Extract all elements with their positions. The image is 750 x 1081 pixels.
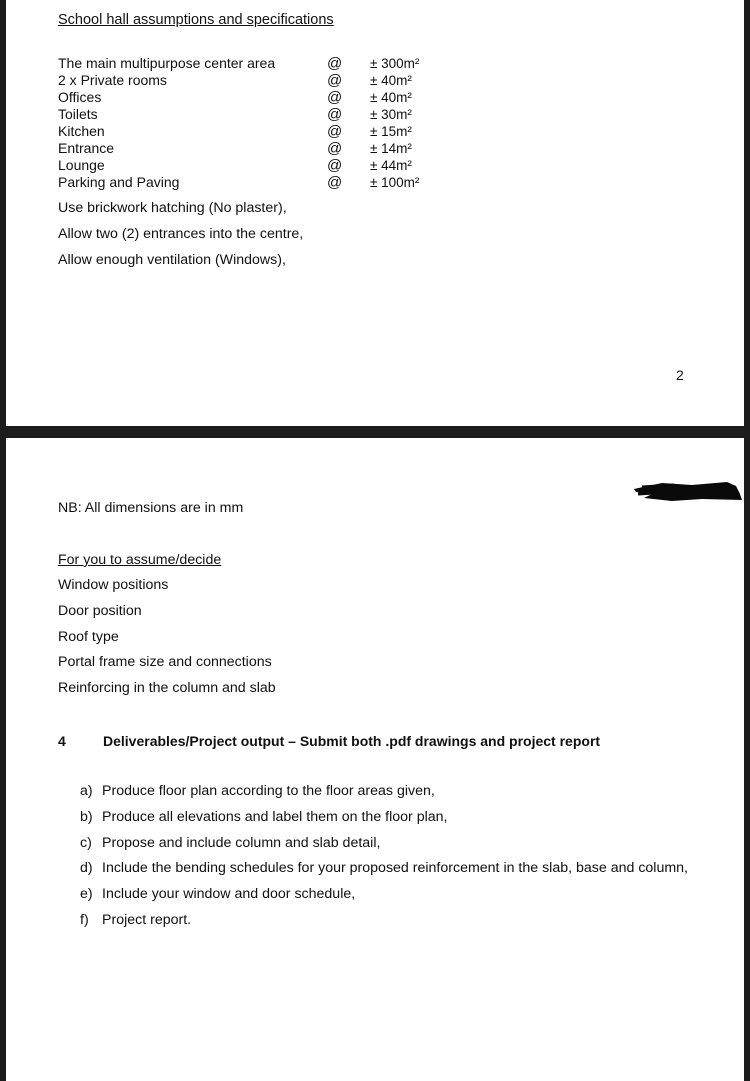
deliverable-item <box>80 886 355 902</box>
note-entrances: Allow two (2) entrances into the centre, <box>58 226 304 242</box>
deliverable-text: Propose and include column and slab detail, <box>102 835 381 851</box>
spec-area: ± 14m² <box>370 141 412 156</box>
deliverable-item <box>80 809 447 825</box>
spec-label: 2 x Private rooms <box>58 72 167 88</box>
spec-label: Parking and Paving <box>58 174 180 190</box>
spec-area: ± 40m² <box>370 73 412 88</box>
note-brickwork: Use brickwork hatching (No plaster), <box>58 200 287 216</box>
document-page-2 <box>6 438 744 1081</box>
spec-at-symbol: @ <box>327 123 343 140</box>
page-number: 2 <box>676 367 684 383</box>
spec-at-symbol: @ <box>327 140 343 157</box>
deliverable-text: Include your window and door schedule, <box>102 886 356 902</box>
spec-label: Offices <box>58 89 102 105</box>
assume-item: Reinforcing in the column and slab <box>58 680 276 696</box>
deliverable-letter: d) <box>80 860 93 876</box>
spec-area: ± 30m² <box>370 107 412 122</box>
deliverable-letter: e) <box>80 886 93 902</box>
spec-label: Kitchen <box>58 123 105 139</box>
deliverable-letter: c) <box>80 835 92 851</box>
deliverable-letter: a) <box>80 783 93 799</box>
spec-at-symbol: @ <box>327 157 343 174</box>
deliverable-item <box>80 860 688 876</box>
assume-item: Door position <box>58 603 142 619</box>
deliverable-item <box>80 783 435 799</box>
spec-area: ± 300m² <box>370 56 420 71</box>
assume-item: Window positions <box>58 577 169 593</box>
dimensions-note: NB: All dimensions are in mm <box>58 500 244 516</box>
spec-at-symbol: @ <box>327 174 343 191</box>
deliverable-letter: b) <box>80 809 93 825</box>
spec-area: ± 15m² <box>370 124 412 139</box>
deliverable-item <box>80 912 191 928</box>
spec-at-symbol: @ <box>327 89 343 106</box>
deliverable-text: Produce all elevations and label them on the floor plan, <box>102 809 448 825</box>
spec-area: ± 100m² <box>370 175 420 190</box>
spec-label: Lounge <box>58 157 105 173</box>
spec-label: Entrance <box>58 140 115 156</box>
spec-at-symbol: @ <box>327 72 343 89</box>
spec-at-symbol: @ <box>327 106 343 123</box>
spec-label: The main multipurpose center area <box>58 55 276 71</box>
spec-area: ± 40m² <box>370 90 412 105</box>
spec-area: ± 44m² <box>370 158 412 173</box>
assume-heading: For you to assume/decide <box>58 552 222 568</box>
note-ventilation: Allow enough ventilation (Windows), <box>58 252 286 268</box>
section-title: Deliverables/Project output – Submit both .pdf drawings and project report <box>103 733 601 749</box>
assume-item: Portal frame size and connections <box>58 654 272 670</box>
deliverable-text: Include the bending schedules for your proposed reinforcement in the slab, base and column, <box>102 860 688 876</box>
spec-label: Toilets <box>58 106 98 122</box>
section-number: 4 <box>58 733 66 749</box>
deliverable-letter: f) <box>80 912 89 928</box>
document-page-1 <box>6 0 744 426</box>
specifications-heading: School hall assumptions and specifications <box>58 12 334 28</box>
deliverable-text: Project report. <box>102 912 192 928</box>
assume-item: Roof type <box>58 629 119 645</box>
redaction-mark <box>632 480 744 502</box>
spec-at-symbol: @ <box>327 55 343 72</box>
deliverable-text: Produce floor plan according to the floor areas given, <box>102 783 435 799</box>
deliverable-item <box>80 835 380 851</box>
